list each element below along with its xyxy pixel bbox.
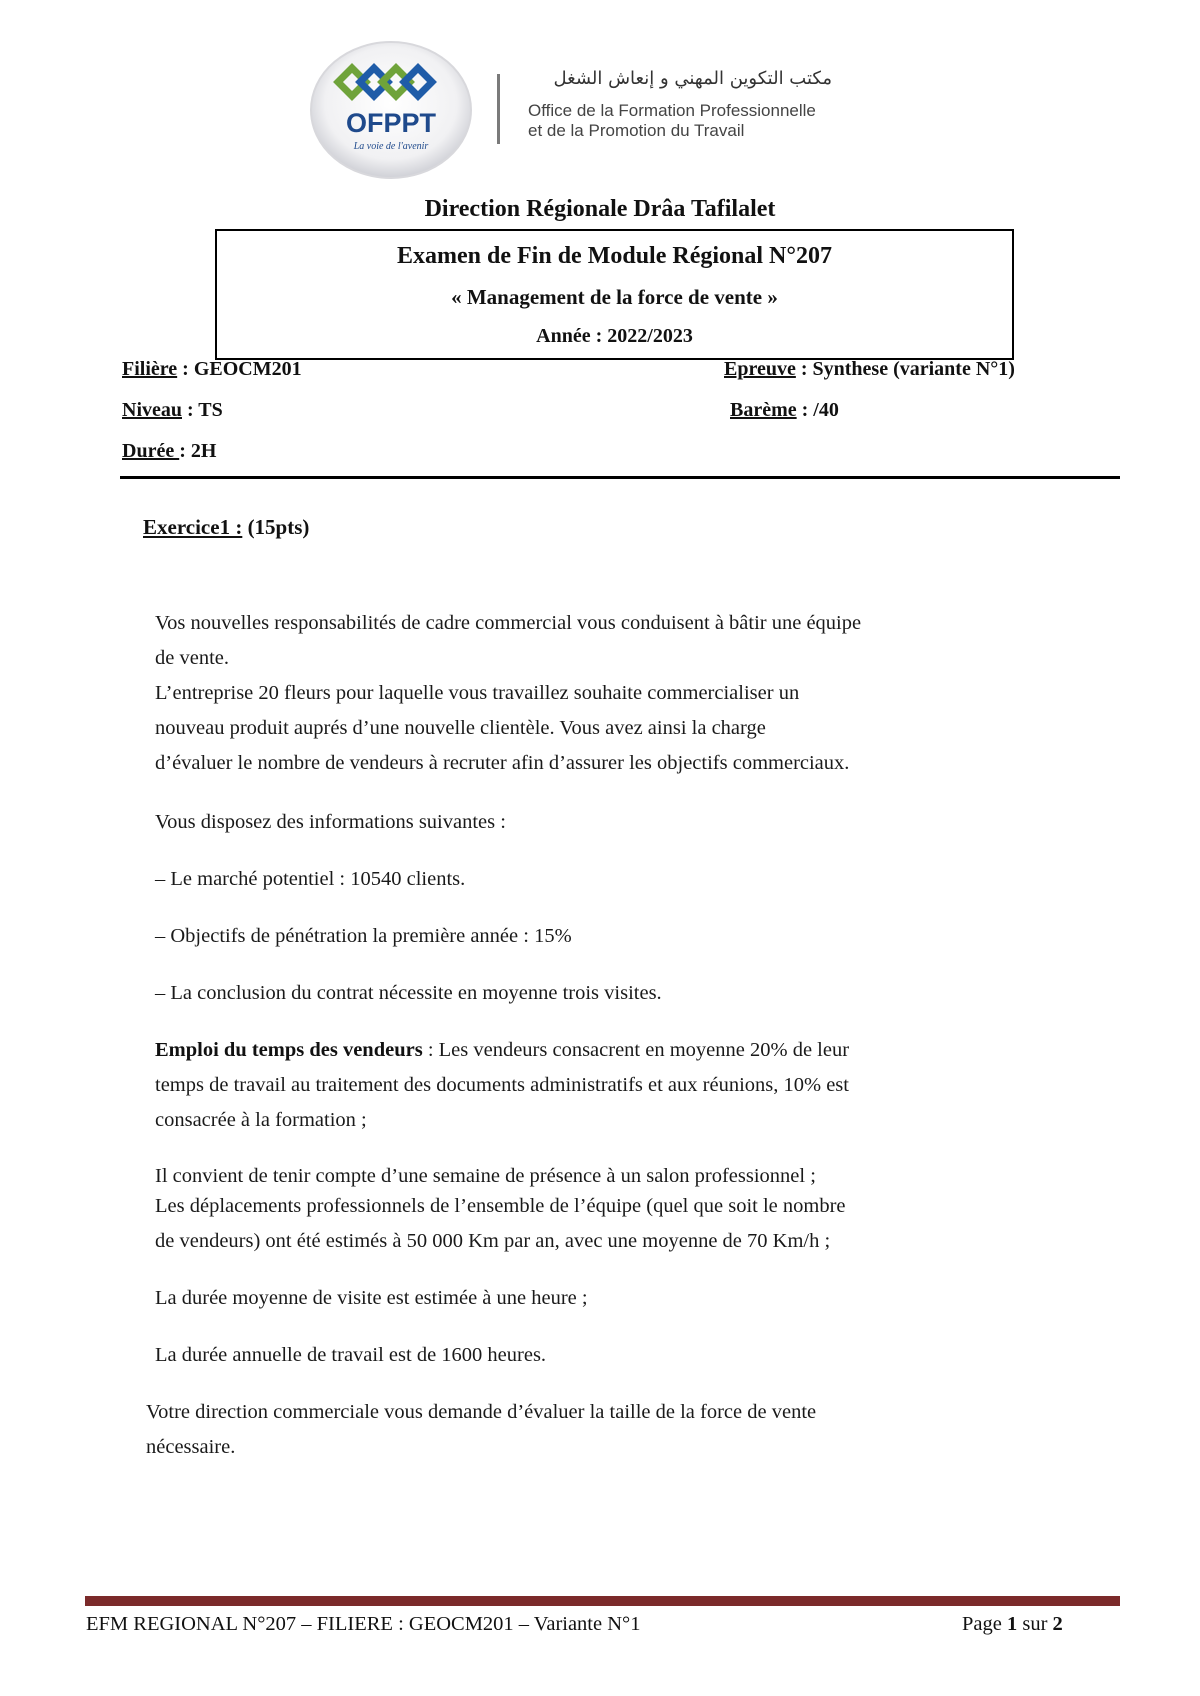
info-bullet-1: – Le marché potentiel : 10540 clients. — [155, 868, 466, 890]
footer-bar — [85, 1596, 1120, 1606]
deplacement-line-1: Les déplacements professionnels de l’ensemble de l’équipe (quel que soit le nombre — [155, 1195, 846, 1217]
info-bullet-3: – La conclusion du contrat nécessite en moyenne trois visites. — [155, 982, 662, 1004]
salon-line: Il convient de tenir compte d’une semaine de présence à un salon professionnel ; — [155, 1165, 816, 1187]
intro-line-5: d’évaluer le nombre de vendeurs à recruter afin d’assurer les objectifs commerciaux. — [155, 752, 850, 774]
emploi-line-2: temps de travail au traitement des documents administratifs et aux réunions, 10% est — [155, 1074, 849, 1096]
logo-french-line-2: et de la Promotion du Travail — [528, 121, 745, 140]
exercise-title-label: Exercice1 : — [143, 515, 243, 539]
emploi-label: Emploi du temps des vendeurs — [155, 1039, 423, 1061]
emploi-line-1: : Les vendeurs consacrent en moyenne 20% de leur — [422, 1039, 850, 1061]
duree-label: Durée — [122, 440, 180, 462]
footer-page-separator: sur — [1017, 1613, 1053, 1635]
epreuve-value: : Synthese (variante N°1) — [795, 358, 1015, 380]
epreuve-label: Epreuve — [724, 358, 796, 380]
exam-title: Examen de Fin de Module Régional N°207 — [397, 243, 832, 269]
niveau-label: Niveau — [122, 399, 182, 421]
bareme-field — [730, 399, 839, 422]
logo-divider — [497, 74, 500, 144]
duree-value: : 2H — [179, 440, 217, 462]
header-separator — [120, 476, 1120, 479]
footer-exam-reference: EFM REGIONAL N°207 – FILIERE : GEOCM201 – Variante N°1 — [86, 1613, 641, 1635]
filiere-label: Filière — [122, 358, 178, 380]
footer-page-total: 2 — [1052, 1613, 1063, 1635]
ofppt-logo-graphic — [308, 40, 474, 180]
epreuve-field — [724, 358, 1015, 381]
filiere-value: : GEOCM201 — [177, 358, 302, 380]
exam-subject: « Management de la force de vente » — [451, 285, 778, 309]
duree-travail-line: La durée annuelle de travail est de 1600 heures. — [155, 1344, 547, 1366]
info-intro: Vous disposez des informations suivantes : — [155, 811, 506, 833]
bareme-value: : /40 — [796, 399, 839, 421]
conclusion-line-1: Votre direction commerciale vous demande d’évaluer la taille de la force de vente — [146, 1401, 817, 1423]
logo-french-line-1: Office de la Formation Professionnelle — [528, 101, 816, 120]
conclusion-paragraph — [146, 1395, 1066, 1465]
duree-field — [122, 440, 216, 463]
bareme-label: Barème — [730, 399, 797, 421]
salon-paragraph — [155, 1161, 1075, 1256]
niveau-field — [122, 399, 223, 422]
emploi-line-3: consacrée à la formation ; — [155, 1109, 367, 1131]
info-bullet-2: – Objectifs de pénétration la première année : 15% — [155, 925, 572, 947]
intro-line-2: de vente. — [155, 647, 229, 669]
deplacement-line-2: de vendeurs) ont été estimés à 50 000 Km par an, avec une moyenne de 70 Km/h ; — [155, 1230, 831, 1252]
ofppt-logo — [308, 40, 474, 180]
direction-heading: Direction Régionale Drâa Tafilalet — [424, 196, 776, 222]
footer-page-current: 1 — [1006, 1613, 1018, 1635]
exercise-title-points: (15pts) — [242, 515, 310, 539]
intro-line-4: nouveau produit auprés d’une nouvelle clientèle. Vous avez ainsi la charge — [155, 717, 766, 739]
logo-tagline: La voie de l'avenir — [353, 141, 429, 152]
footer-page-number — [962, 1613, 1063, 1636]
exercise-title — [143, 515, 309, 540]
emploi-paragraph — [155, 1033, 1075, 1138]
logo-brand: OFPPT — [345, 108, 437, 138]
intro-paragraph — [155, 606, 1075, 781]
footer-page-prefix: Page — [962, 1613, 1007, 1635]
conclusion-line-2: nécessaire. — [146, 1436, 236, 1458]
logo-arabic-name: مكتب التكوين المهني و إنعاش الشغل — [553, 68, 832, 89]
visite-line: La durée moyenne de visite est estimée à une heure ; — [155, 1287, 588, 1309]
filiere-field — [122, 358, 302, 381]
niveau-value: : TS — [182, 399, 223, 421]
intro-line-3: L’entreprise 20 fleurs pour laquelle vous travaillez souhaite commercialiser un — [155, 682, 800, 704]
intro-line-1: Vos nouvelles responsabilités de cadre commercial vous conduisent à bâtir une équipe — [155, 612, 862, 634]
exam-year: Année : 2022/2023 — [536, 325, 693, 347]
